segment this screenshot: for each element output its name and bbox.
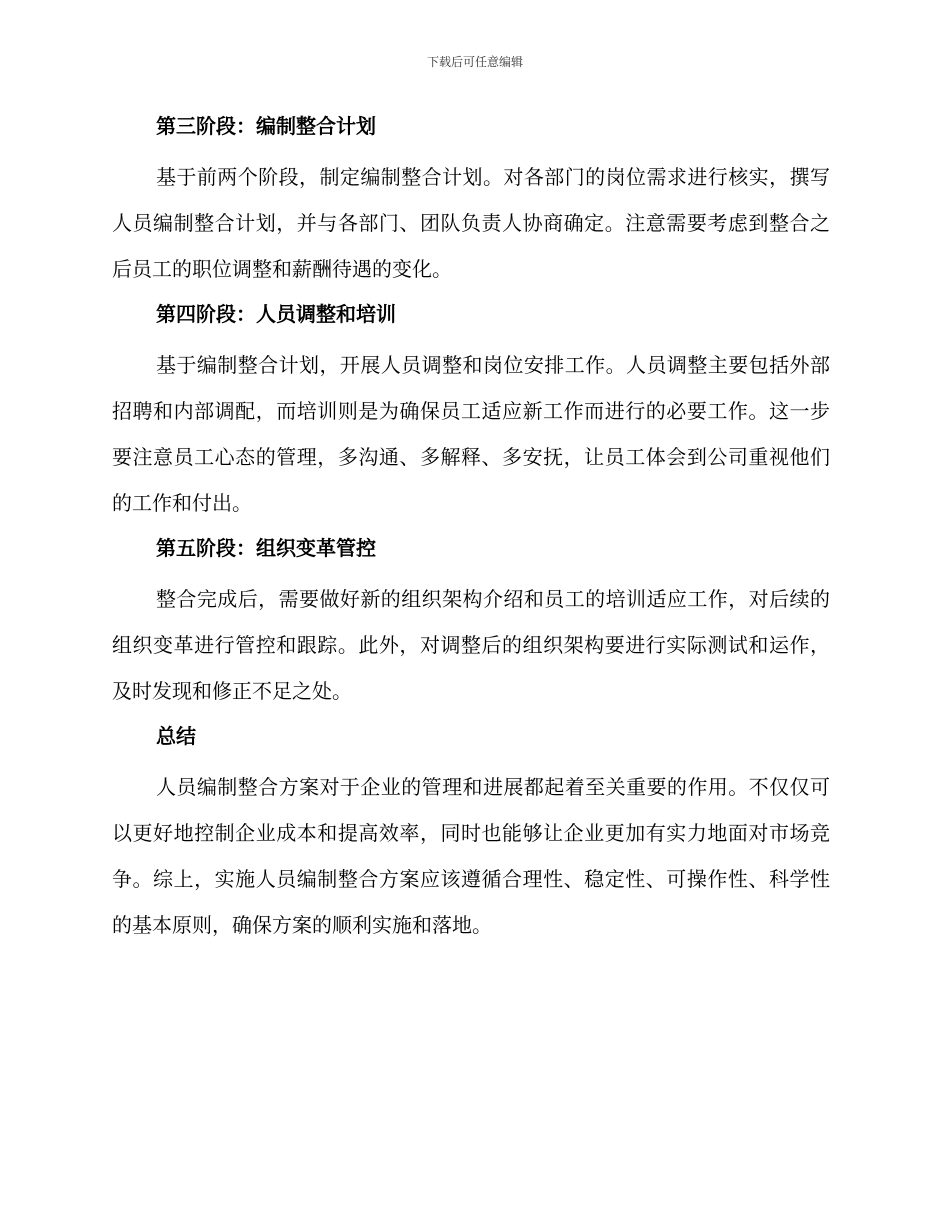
page-header: 下载后可任意编辑 bbox=[426, 55, 523, 69]
section-stage-five bbox=[112, 530, 830, 714]
section-heading: 第五阶段：组织变革管控 bbox=[156, 536, 376, 560]
section-heading: 第四阶段：人员调整和培训 bbox=[156, 302, 396, 326]
section-paragraph: 基于编制整合计划，开展人员调整和岗位安排工作。人员调整主要包括外部招聘和内部调配，而培训则是为确保员工适应新工作而进行的必要工作。这一步要注意员工心态的管理，多沟通、多解释、多安抚，让员工体会到公司重视他们的工作和付出。 bbox=[112, 353, 830, 515]
section-summary bbox=[112, 718, 830, 948]
section-paragraph: 人员编制整合方案对于企业的管理和进展都起着至关重要的作用。不仅仅可以更好地控制企业成本和提高效率，同时也能够让企业更加有实力地面对市场竞争。综上，实施人员编制整合方案应该遵循合理性、稳定性、可操作性、科学性的基本原则，确保方案的顺利实施和落地。 bbox=[112, 775, 830, 937]
section-heading: 第三阶段：编制整合计划 bbox=[156, 114, 376, 138]
section-paragraph: 基于前两个阶段，制定编制整合计划。对各部门的岗位需求进行核实，撰写人员编制整合计划，并与各部门、团队负责人协商确定。注意需要考虑到整合之后员工的职位调整和薪酬待遇的变化。 bbox=[112, 165, 830, 281]
section-stage-four bbox=[112, 296, 830, 526]
section-heading: 总结 bbox=[156, 724, 196, 748]
document-body bbox=[112, 108, 830, 952]
section-stage-three bbox=[112, 108, 830, 292]
section-paragraph: 整合完成后，需要做好新的组织架构介绍和员工的培训适应工作，对后续的组织变革进行管控和跟踪。此外，对调整后的组织架构要进行实际测试和运作，及时发现和修正不足之处。 bbox=[112, 587, 830, 703]
